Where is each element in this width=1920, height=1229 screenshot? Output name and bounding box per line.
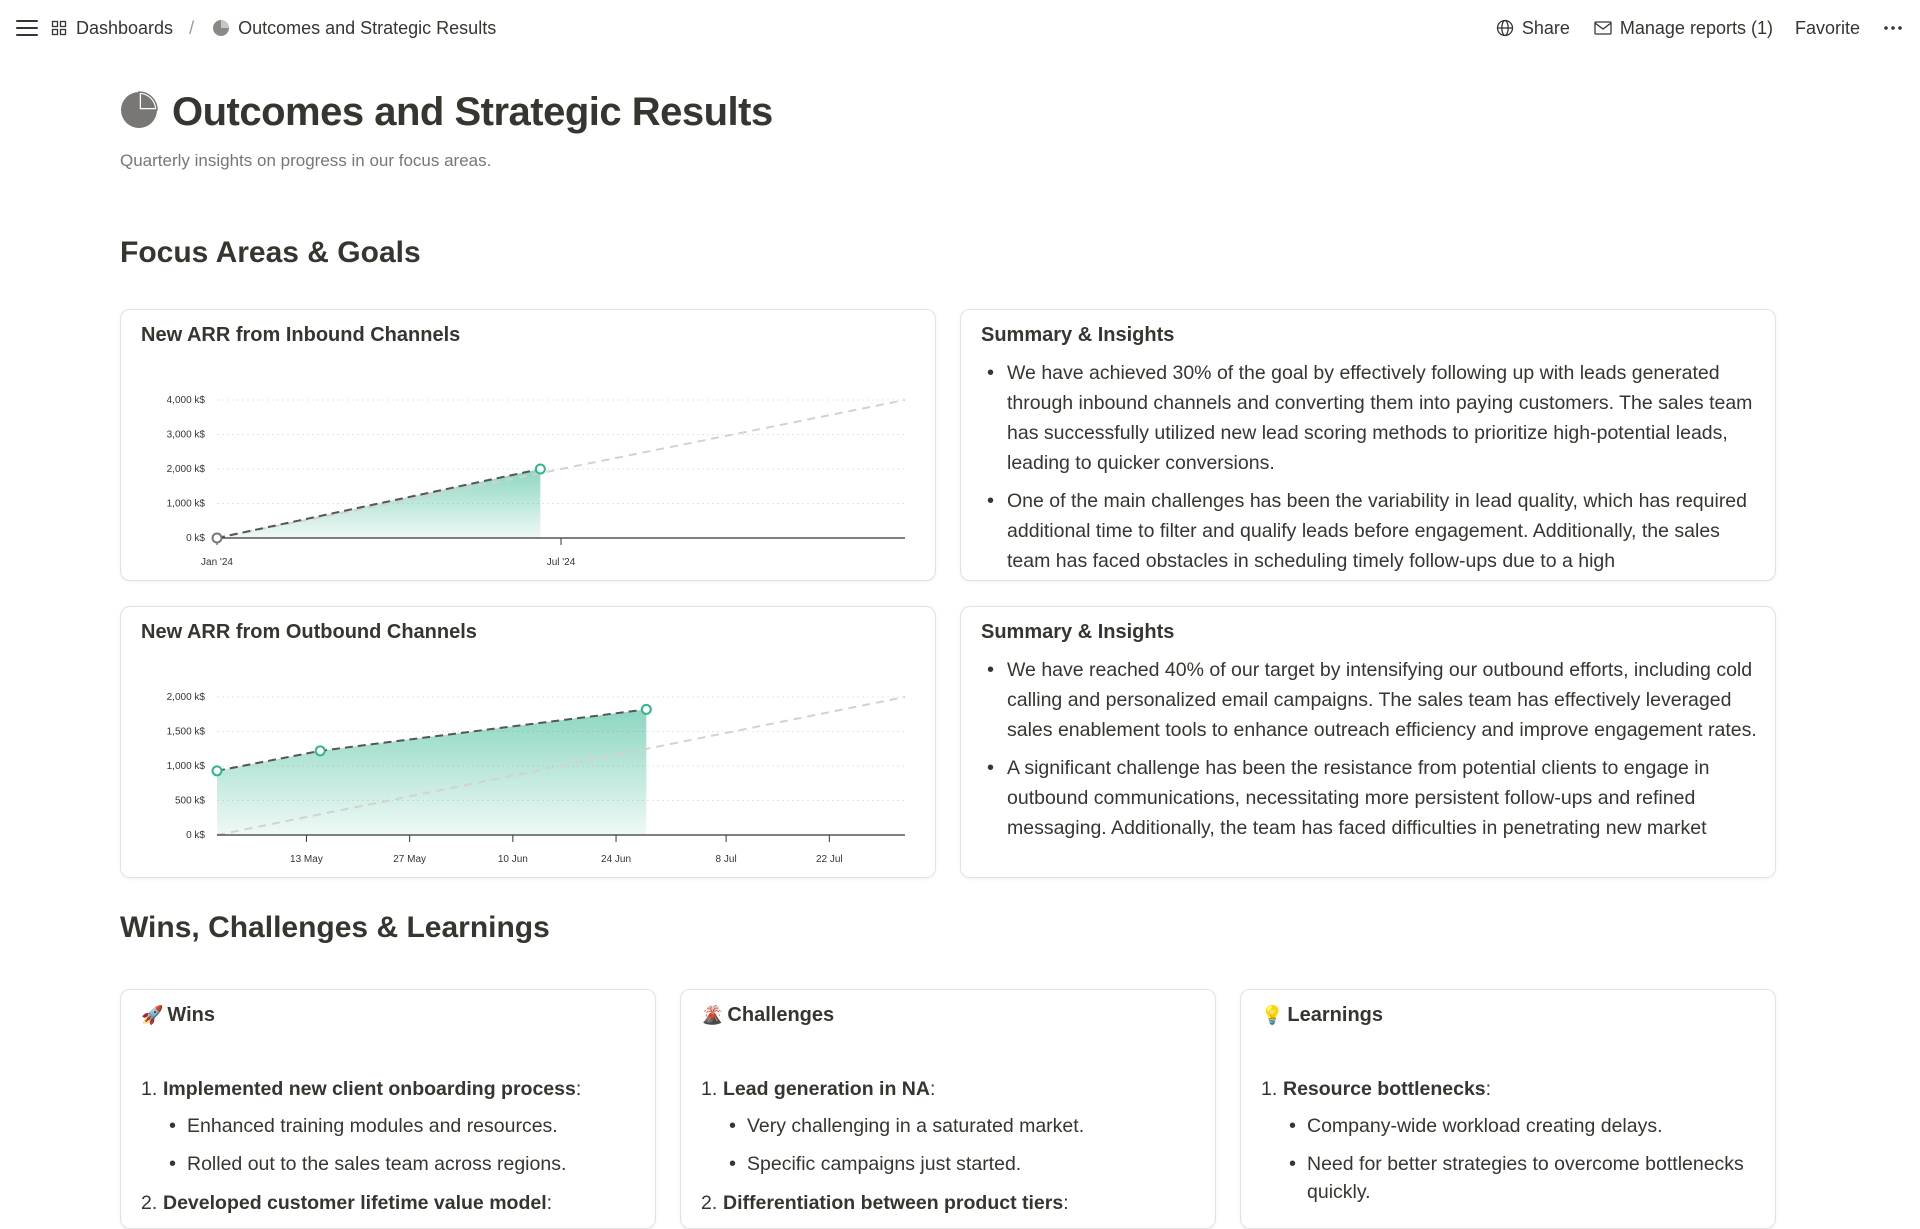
- list-item: 1. Implemented new client onboarding process: • Enhanced training modules and resources. • Rolled out to the sales team across regions.: [141, 1074, 639, 1178]
- breadcrumb-label: Outcomes and Strategic Results: [238, 17, 497, 38]
- breadcrumb-current[interactable]: [210, 17, 496, 39]
- breadcrumb-separator: /: [189, 17, 195, 38]
- x-tick-label: 22 Jul: [815, 854, 843, 865]
- manage-reports-label: Manage reports (1): [1619, 17, 1773, 38]
- y-tick-label: 2,000 k$: [166, 464, 205, 475]
- card-title-label: Wins: [167, 1004, 216, 1026]
- learnings-card: [1240, 989, 1776, 1229]
- summary-list: [981, 655, 1757, 851]
- list-item: • A significant challenge has been the resistance from potential clients to engage in outbound communications, necessitating more persistent follow-ups and refined messaging. Additionally, the team has faced difficulties in penetrating new market: [981, 753, 1757, 843]
- list-item: 2. Developed customer lifetime value model:: [141, 1188, 639, 1218]
- mail-icon: [1592, 17, 1614, 39]
- data-point: [316, 746, 325, 755]
- y-tick-label: 1,000 k$: [166, 761, 205, 772]
- list-number: 2.: [141, 1192, 158, 1214]
- more-options-button[interactable]: [1882, 17, 1904, 39]
- section-heading-wins: Wins, Challenges & Learnings: [120, 911, 550, 944]
- list-item: • We have reached 40% of our target by intensifying our outbound efforts, including cold calling and personalized email campaigns. The sales team has effectively leveraged sales enablement tools to enhance outreach efficiency and improve engagement rates.: [981, 655, 1757, 745]
- outbound-chart: [121, 607, 937, 879]
- learnings-list: [1261, 1074, 1759, 1216]
- page-subtitle: Quarterly insights on progress in our focus areas.: [120, 151, 492, 170]
- list-heading: Lead generation in NA: [723, 1078, 930, 1100]
- area-fill: [217, 709, 646, 835]
- summary-card-outbound: [960, 606, 1776, 878]
- list-item: 1. Resource bottlenecks: • Company-wide workload creating delays. • Need for better strategies to overcome bottlenecks quickly.: [1261, 1074, 1759, 1206]
- lightbulb-icon: 💡: [1261, 1005, 1284, 1025]
- list-number: 2.: [701, 1192, 718, 1214]
- y-tick-label: 2,000 k$: [166, 692, 205, 703]
- share-button[interactable]: [1494, 17, 1570, 39]
- x-tick-label: Jan '24: [201, 557, 233, 568]
- y-tick-label: 0 k$: [186, 830, 205, 841]
- y-tick-label: 0 k$: [186, 533, 205, 544]
- breadcrumb-label: Dashboards: [76, 17, 174, 38]
- list-item: 2. Differentiation between product tiers:: [701, 1188, 1199, 1218]
- card-title: [1261, 1004, 1383, 1027]
- card-title: Summary & Insights: [981, 324, 1175, 346]
- inbound-chart-card: [120, 309, 936, 581]
- list-heading: Developed customer lifetime value model: [163, 1192, 547, 1214]
- x-tick-label: 24 Jun: [601, 854, 632, 865]
- x-tick-label: 13 May: [290, 854, 323, 865]
- page-title: Outcomes and Strategic Results: [172, 90, 773, 134]
- page-header: [120, 90, 1776, 171]
- list-subitem: • Specific campaigns just started.: [729, 1150, 1199, 1178]
- breadcrumb-dashboards[interactable]: [48, 17, 173, 39]
- list-subitem: • Very challenging in a saturated market.: [729, 1112, 1199, 1140]
- list-number: 1.: [1261, 1078, 1278, 1100]
- favorite-label: Favorite: [1794, 17, 1860, 38]
- section-heading-focus: Focus Areas & Goals: [120, 236, 421, 269]
- list-heading: Implemented new client onboarding process: [163, 1078, 576, 1100]
- pie-chart-icon: [210, 17, 232, 39]
- list-subitem: • Enhanced training modules and resources.: [169, 1112, 639, 1140]
- list-heading: Resource bottlenecks: [1283, 1078, 1486, 1100]
- page-pie-chart-icon: [120, 91, 158, 134]
- list-subitem: • Need for better strategies to overcome bottlenecks quickly.: [1289, 1150, 1759, 1206]
- y-tick-label: 500 k$: [174, 795, 205, 807]
- challenges-card: [680, 989, 1216, 1229]
- card-title: New ARR from Outbound Channels: [141, 621, 477, 643]
- outbound-chart-card: [120, 606, 936, 878]
- x-tick-label: 10 Jun: [497, 854, 528, 865]
- x-tick-label: Jul '24: [546, 557, 576, 568]
- summary-list: [981, 358, 1757, 584]
- data-point: [213, 766, 222, 775]
- card-title: [701, 1004, 834, 1027]
- list-item: • One of the main challenges has been the variability in lead quality, which has required additional time to filter and qualify leads before engagement. Additionally, the sales team has faced obstacles in scheduling timely follow-ups due to a high: [981, 486, 1757, 576]
- list-item: • We have achieved 30% of the goal by effectively following up with leads generated through inbound channels and converting them into paying customers. The sales team has successfully utilized new lead scoring methods to prioritize high-potential leads, leading to quicker conversions.: [981, 358, 1757, 478]
- volcano-icon: 🌋: [701, 1005, 724, 1025]
- data-point: [642, 705, 651, 714]
- goal-line: [217, 400, 905, 538]
- data-point: [213, 534, 222, 543]
- card-title: [141, 1004, 215, 1027]
- y-tick-label: 1,500 k$: [166, 726, 205, 738]
- menu-icon[interactable]: [16, 17, 38, 39]
- x-tick-label: 27 May: [393, 854, 427, 865]
- top-bar: [0, 0, 1920, 56]
- more-icon: [1882, 17, 1904, 39]
- x-tick-label: 8 Jul: [715, 854, 737, 865]
- card-title: Summary & Insights: [981, 621, 1175, 643]
- manage-reports-button[interactable]: [1592, 17, 1773, 39]
- card-title-label: Challenges: [727, 1004, 835, 1026]
- share-label: Share: [1521, 17, 1570, 38]
- y-tick-label: 1,000 k$: [166, 498, 205, 510]
- wins-card: [120, 989, 656, 1229]
- data-point: [536, 465, 545, 474]
- list-subitem: • Company-wide workload creating delays.: [1289, 1112, 1759, 1140]
- rocket-icon: 🚀: [141, 1005, 164, 1025]
- card-title: New ARR from Inbound Channels: [141, 324, 461, 346]
- list-heading: Differentiation between product tiers: [723, 1192, 1064, 1214]
- list-number: 1.: [701, 1078, 718, 1100]
- globe-icon: [1494, 17, 1516, 39]
- list-item: 1. Lead generation in NA: • Very challenging in a saturated market. • Specific campaigns just started.: [701, 1074, 1199, 1178]
- wins-list: [141, 1074, 639, 1218]
- card-title-label: Learnings: [1287, 1004, 1383, 1026]
- y-tick-label: 4,000 k$: [166, 395, 205, 406]
- list-number: 1.: [141, 1078, 158, 1100]
- summary-card-inbound: [960, 309, 1776, 581]
- y-tick-label: 3,000 k$: [166, 429, 205, 441]
- list-subitem: • Rolled out to the sales team across regions.: [169, 1150, 639, 1178]
- grid-icon: [48, 17, 70, 39]
- inbound-chart: [121, 310, 937, 582]
- favorite-button[interactable]: [1795, 18, 1860, 39]
- challenges-list: [701, 1074, 1199, 1218]
